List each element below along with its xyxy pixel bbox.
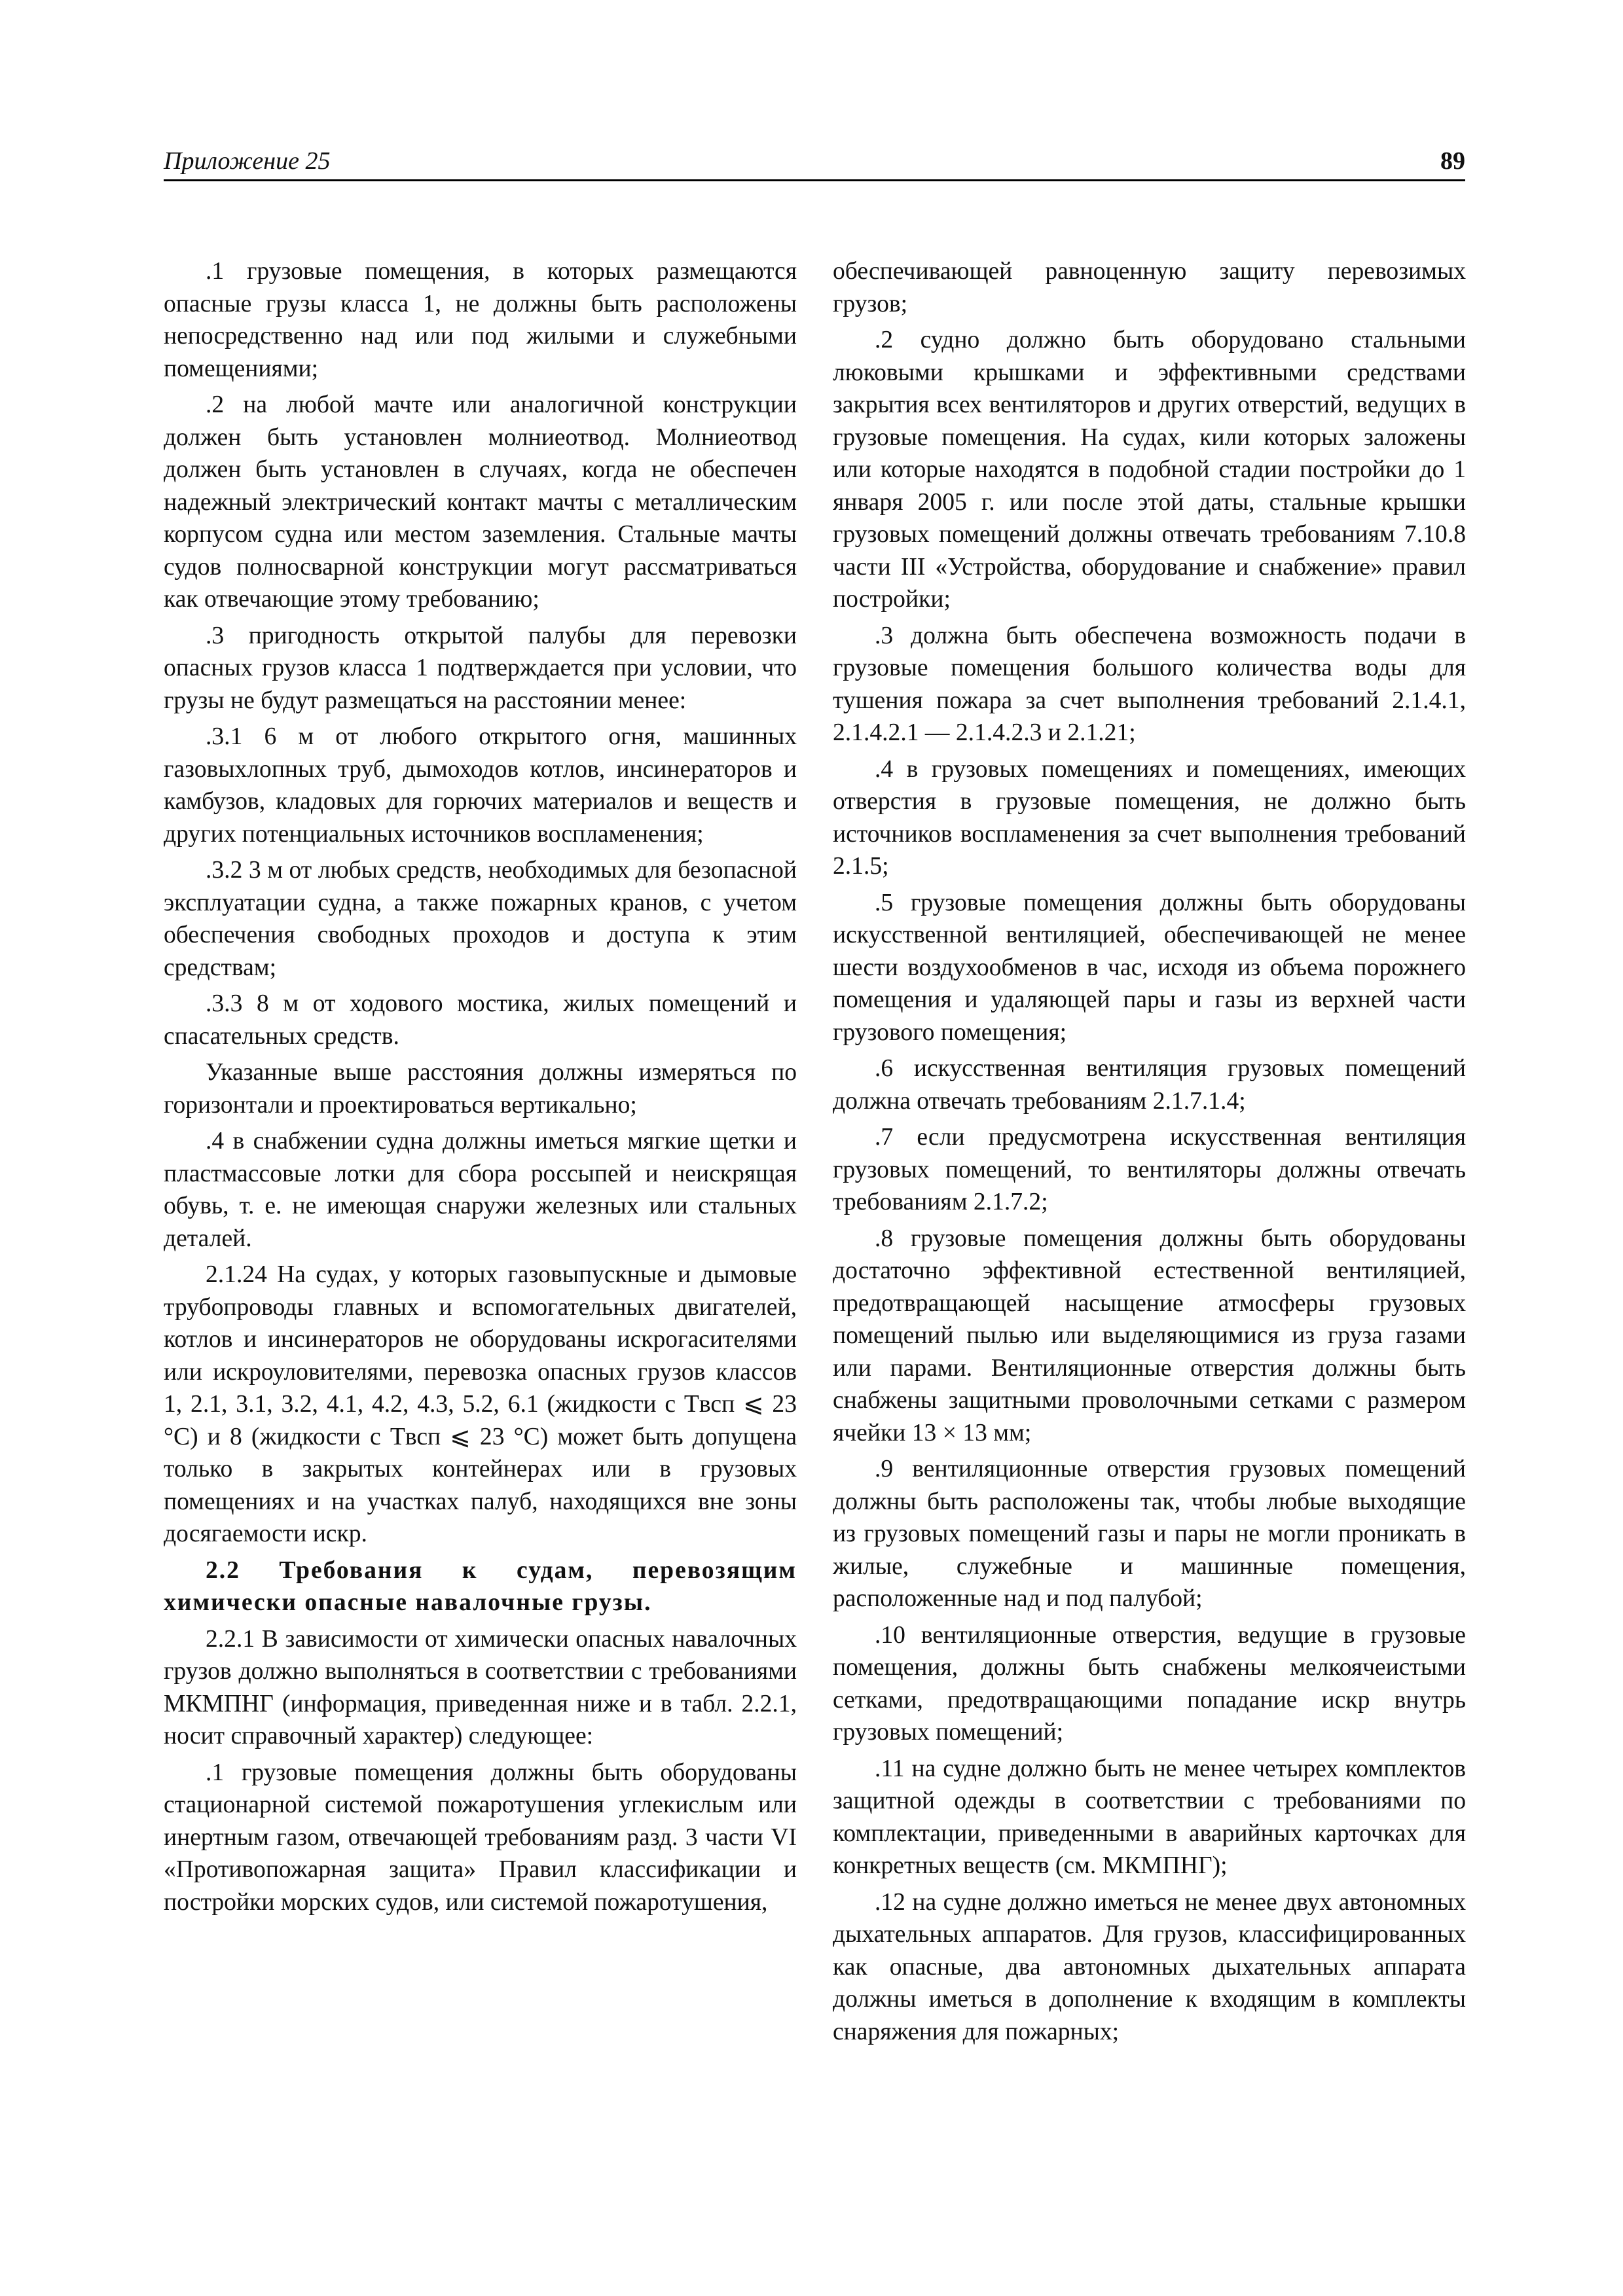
- page-number: 89: [1440, 147, 1465, 175]
- paragraph: .2 судно должно быть оборудовано стальными люковыми крышками и эффективными средствами закрытия всех вентиляторов и других отверстий, ведущих в грузовые помещения. На судах, кили которых заложены или которые находятся в подобной стадии постройки до 1 января 2005 г. или после этой даты, стальные крышки грузовых помещений должны отвечать требованиям 7.10.8 части III «Устройства, оборудование и снабжение» правил постройки;: [833, 327, 1466, 613]
- paragraph: .11 на судне должно быть не менее четырех комплектов защитной одежды в соответствии с требованиями по комплектации, приведенными в аварийных карточках для конкретных веществ (см. МКМПНГ);: [833, 1755, 1466, 1879]
- paragraph: Указанные выше расстояния должны измеряться по горизонтали и проектироваться вертикально;: [164, 1059, 797, 1119]
- paragraph: .1 грузовые помещения, в которых размещаются опасные грузы класса 1, не должны быть расположены непосредственно над или под жилыми и служебными помещениями;: [164, 258, 797, 382]
- paragraph: .10 вентиляционные отверстия, ведущие в грузовые помещения, должны быть снабжены мелкоячеистыми сетками, предотвращающими попадание искр внутрь грузовых помещений;: [833, 1621, 1466, 1746]
- paragraph: 2.1.24 На судах, у которых газовыпускные и дымовые трубопроводы главных и вспомогательных двигателей, котлов и инсинераторов не оборудованы искрогасителями или искроуловителями, перевозка опасных грузов классов 1, 2.1, 3.1, 3.2, 4.1, 4.2, 4.3, 5.2, 6.1 (жидкости с Tвсп ⩽ 23 °C) и 8 (жидкости с Tвсп ⩽ 23 °C) может быть допущена только в закрытых контейнерах или в грузовых помещениях и на участках палуб, находящихся вне зоны досягаемости искр.: [164, 1261, 797, 1547]
- paragraph: .7 если предусмотрена искусственная вентиляция грузовых помещений, то вентиляторы должны отвечать требованиям 2.1.7.2;: [833, 1124, 1466, 1215]
- paragraph: .3.2 3 м от любых средств, необходимых для безопасной эксплуатации судна, а также пожарных кранов, с учетом обеспечения свободных проходов и доступа к этим средствам;: [164, 857, 797, 981]
- paragraph: .6 искусственная вентиляция грузовых помещений должна отвечать требованиям 2.1.7.1.4;: [833, 1055, 1466, 1115]
- paragraph: .9 вентиляционные отверстия грузовых помещений должны быть расположены так, чтобы любые выходящие из грузовых помещений газы и пары не могли проникать в жилые, служебные и машинные помещения, расположенные над и под палубой;: [833, 1456, 1466, 1612]
- paragraph: 2.2.1 В зависимости от химически опасных навалочных грузов должно выполняться в соответствии с требованиями МКМПНГ (информация, приведенная ниже и в табл. 2.2.1, носит справочный характер) следующее:: [164, 1625, 797, 1749]
- paragraph: .3.3 8 м от ходового мостика, жилых помещений и спасательных средств.: [164, 990, 797, 1050]
- paragraph: .4 в снабжении судна должны иметься мягкие щетки и пластмассовые лотки для сбора россыпей и неискрящая обувь, т. е. не имеющая снаружи железных или стальных деталей.: [164, 1128, 797, 1252]
- paragraph: .3 пригодность открытой палубы для перевозки опасных грузов класса 1 подтверждается при условии, что грузы не будут размещаться на расстоянии менее:: [164, 622, 797, 714]
- section-heading: [164, 1554, 797, 1619]
- section-heading-text: 2.2 Требования к судам, перевозящим химически опасные навалочные грузы.: [164, 1556, 797, 1616]
- paragraph: .5 грузовые помещения должны быть оборудованы искусственной вентиляцией, обеспечивающей не менее шести воздухообменов в час, исходя из объема порожнего помещения и удаляющей пары и газы из верхней части грузового помещения;: [833, 889, 1466, 1046]
- header-title: Приложение 25: [164, 147, 331, 175]
- paragraph: .3.1 6 м от любого открытого огня, машинных газовыхлопных труб, дымоходов котлов, инсинераторов и камбузов, кладовых для горючих материалов и веществ и других потенциальных источников воспламенения;: [164, 723, 797, 848]
- paragraph: .1 грузовые помещения должны быть оборудованы стационарной системой пожаротушения углекислым или инертным газом, отвечающей требованиям разд. 3 части VI «Противопожарная защита» Правил классификации и постройки морских судов, или системой пожаротушения,: [164, 1759, 797, 1916]
- right-column: [833, 255, 1466, 2052]
- paragraph: .3 должна быть обеспечена возможность подачи в грузовые помещения большого количества воды для тушения пожара за счет выполнения требований 2.1.4.1, 2.1.4.2.1 — 2.1.4.2.3 и 2.1.21;: [833, 622, 1466, 746]
- paragraph: .2 на любой мачте или аналогичной конструкции должен быть установлен молниеотвод. Молниеотвод должен быть установлен в случаях, когда не обеспечен надежный электрический контакт мачты с металлическим корпусом судна или местом заземления. Стальные мачты судов полносварной конструкции могут рассматриваться как отвечающие этому требованию;: [164, 391, 797, 613]
- paragraph: обеспечивающей равноценную защиту перевозимых грузов;: [833, 258, 1466, 317]
- paragraph: .8 грузовые помещения должны быть оборудованы достаточно эффективной естественной вентиляцией, предотвращающей насыщение атмосферы грузовых помещений пылью или выделяющимися из груза газами или парами. Вентиляционные отверстия должны быть снабжены защитными проволочными сетками с размером ячейки 13 × 13 мм;: [833, 1225, 1466, 1446]
- running-header: [164, 145, 1465, 181]
- paragraph: .12 на судне должно иметься не менее двух автономных дыхательных аппаратов. Для грузов, классифицированных как опасные, два автономных дыхательных аппарата должны иметься в дополнение к входящим в комплекты снаряжения для пожарных;: [833, 1888, 1466, 2045]
- left-column: [164, 255, 797, 1922]
- paragraph: .4 в грузовых помещениях и помещениях, имеющих отверстия в грузовые помещения, не должно быть источников воспламенения за счет выполнения требований 2.1.5;: [833, 755, 1466, 880]
